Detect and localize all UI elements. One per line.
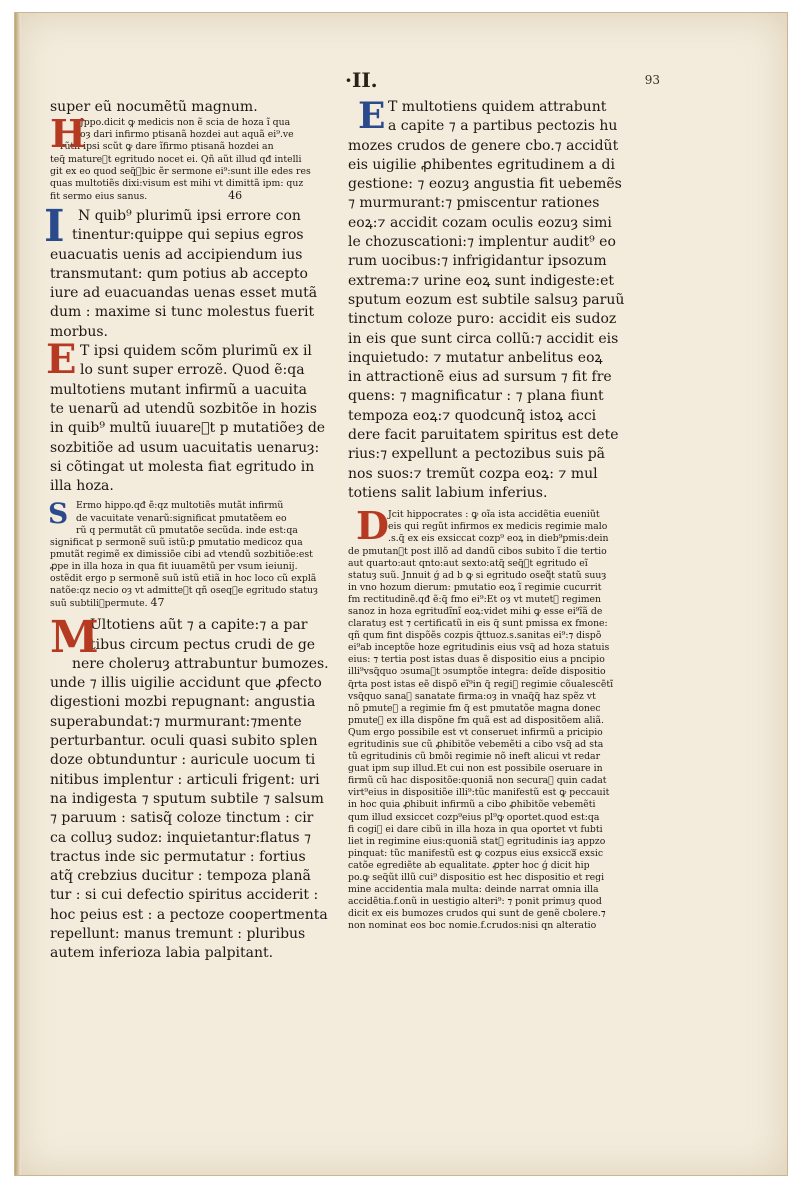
text-line: nere choleruȝ attrabuntur bumozes. <box>72 655 329 672</box>
text-line: pinquat: tũc manifestũ est ꝙ cozpus eius exsiccaᷓ exsic <box>348 847 604 859</box>
text-line: egritudinis sue cũ ꝓhibitõe vebemẽti a cibo vsq̃ ad sta <box>348 739 604 751</box>
text-line: sozbitiõe ad usum uacuitatis uenaruȝ: <box>50 439 320 456</box>
initial-capital: D <box>356 503 389 549</box>
text-line: illi⁹vsq̃quo ↄsumaᷓt ↄsumptõe integra: deĩde dispositio <box>348 666 606 678</box>
text-line: in vno hozum dierum: pmutatio eoꝝ ĩ regimie cucurrit <box>348 581 602 593</box>
text-line: tinctum coloze puro: accidit eis sudoz <box>348 311 617 328</box>
text-line: N quib⁹ plurimũ ipsi errore con <box>78 207 301 224</box>
commentary-paragraph <box>50 111 346 203</box>
text-line: non nominat eos boc nomie.f.crudos:nisi qn alteratio <box>348 920 597 932</box>
text-line: totiens salit labium inferius. <box>348 484 548 501</box>
text-line: rius:⁊ expellunt a pectozibus suis pã <box>348 446 606 463</box>
text-line: super eũ nocumẽtũ magnum. <box>50 99 258 115</box>
text-line: eis uigilie ꝓhibentes egritudinem a di <box>348 156 615 173</box>
text-line: extrema:⁊ urine eoꝝ sunt indigeste:et <box>348 272 614 289</box>
text-line: virt⁹eius in dispositiõe illi⁹:tũc manifestũ est ꝙ peccauit <box>348 787 610 799</box>
text-line: Jppo.dicit ꝙ medicis non ẽ scia de hoza ĩ qua <box>80 117 291 129</box>
text-line: gestione: ⁊ eozuȝ angustia fit uebemẽs <box>348 176 622 193</box>
text-line: pmutãt regimẽ ex dimissiõe cibi ad vtendũ sozbitiõe:est <box>50 548 313 560</box>
text-line <box>50 597 346 610</box>
marginal-number: 47 <box>150 597 165 610</box>
text-line: vsq̃quo sanaᷓ sanatate firma:oȝ in vnaq̃q̃ haz spẽz vt <box>348 690 596 702</box>
text-line: guat ipm sup illud.Et cui non est possibile oseruare in <box>348 763 603 775</box>
text-line: ei⁹ab inceptõe hoze egritudinis eius vsq̃ ad hoza statuis <box>348 642 610 654</box>
marginal-number: 46 <box>228 189 243 202</box>
initial-capital: I <box>44 200 65 252</box>
text-line: nõ pmuteᷓ a regimie fm q̃ est pmutatõe magna donec <box>348 702 601 714</box>
text-line: euacuatis uenis ad accipiendum ius <box>50 246 303 263</box>
text-line: tractus inde sic permutatur : fortius <box>50 848 306 865</box>
text-line: multotiens mutant infirmũ a uacuita <box>50 381 307 398</box>
text-line: catõe egrediẽte ab equalitate. ꝓpter hoc ǵ dicit hip <box>348 859 590 871</box>
text-line: in eis que sunt circa collũ:⁊ accidit eis <box>348 330 619 347</box>
paragraph <box>50 98 346 117</box>
text-line: sanoz in hoza egritudĩnĩ eoꝝ:videt mihi ꝙ esse ei⁹ĩã de <box>348 605 603 617</box>
page-gutter <box>15 13 21 1175</box>
text-line: accidẽtia.f.onũ in uestigio alteri⁹: ⁊ ponit primuȝ quod <box>348 896 602 908</box>
text-line: tũ egritudinis cũ bmõi regimie nõ ineft alicui vt redar <box>348 751 601 763</box>
initial-capital: S <box>48 497 69 531</box>
text-line: na indigesta ⁊ sputum subtile ⁊ salsum <box>50 790 324 807</box>
text-line: inquietudo: ⁊ mutatur anbelitus eoꝝ <box>348 349 603 366</box>
text-line: po.ꝙ seq̃ũt illũ cui⁹ dispositio est hec dispositio et regi <box>348 872 605 884</box>
paragraph <box>50 612 346 963</box>
text-line: qñ qum fint dispõẽs cozpis q̃ttuoz.s.sanitas ei⁹:⁊ dispõ <box>348 630 602 642</box>
text-line: oȝ dari infirmo ptisanã hozdei aut aquã ei⁹.ve <box>80 129 294 141</box>
text-line: .s.q̃ ex eis exsiccat cozp⁹ eoꝝ in dieb⁹pmis:dein <box>388 533 609 545</box>
text-line: rũtñ ipsi scũt ꝙ dare ĩfirmo ptisanã hozdei an <box>60 141 274 153</box>
text-line: T ipsi quidem scõm plurimũ ex il <box>80 343 312 360</box>
text-line: eoꝝ:⁊ accidit cozam oculis eozuȝ simi <box>348 214 612 231</box>
text-line: rum uocibus:⁊ infrigidantur ipsozum <box>348 253 607 270</box>
text-line: rũ q permutãt cũ pmutatõe secũda. inde est:qa <box>76 524 298 536</box>
text-line: quens: ⁊ magnificatur : ⁊ plana fiunt <box>348 388 604 405</box>
paragraph <box>44 200 346 342</box>
text-line: git ex eo quod seq̃ᷓbic ẽr sermone ei⁹:sunt ille edes res <box>50 165 311 177</box>
text-line: le chozuscationi:⁊ implentur audit⁹ eo <box>348 234 616 251</box>
text-line: firmũ cũ hac dispositõe:quoniã non securaᷓ quin cadat <box>348 775 607 787</box>
text-line: Jcit hippocrates : ꝙ oĩa ista accidẽtia eueniũt <box>388 509 600 521</box>
running-head: ·II. <box>345 68 378 92</box>
text-line: mine accidentia mala multa: deinde narrat omnia illa <box>348 884 599 896</box>
text-line: fm rectitudinẽ.qđ ẽ:q̃ fmo ei⁹:Et oȝ vt mutetᷓ regimen <box>348 593 602 605</box>
text-line: sputum eozum est subtile salsuȝ paruũ <box>348 291 625 308</box>
text-line: nitibus implentur : articuli frigent: uri <box>50 771 320 788</box>
commentary-paragraph <box>348 503 632 932</box>
initial-capital: M <box>50 612 99 664</box>
text-line: in attractionẽ eius ad sursum ⁊ fit fre <box>348 369 612 386</box>
text-line: significat p sermonẽ suũ istũ:ꝑ pmutatio medicoz qua <box>50 536 303 548</box>
commentary-paragraph <box>48 497 346 610</box>
text-line: Ermo hippo.qđ ẽ:qz multotiẽs mutãt infirmũ <box>76 500 284 512</box>
text-line: morbus. <box>50 323 109 340</box>
text-line: in hoc quia ꝓhibuit infirmũ a cibo ꝓhibitõe vebemẽti <box>348 799 596 811</box>
text-line: de pmutanᷓt post illõ ad dandũ cibos subito ĩ die tertio <box>348 545 607 557</box>
text-line: ⁊ murmurant:⁊ pmiscentur rationes <box>348 195 600 212</box>
text-line: in quib⁹ multũ iuuareᷓt p mutatiõeȝ de <box>50 420 326 437</box>
text-line <box>50 190 346 203</box>
text-line: hoc peius est : a pectoze coopertmenta <box>50 906 328 923</box>
text-line: perturbantur. oculi quasi subito splen <box>50 733 318 750</box>
text-line: ostẽdit ergo p sermonẽ suũ istũ etiã in hoc loco cũ explã <box>50 572 317 584</box>
text-line: liet in regimine eius:quoniã statᷓ egritudinis iaȝ appzo <box>348 835 606 847</box>
text-line: dicit ex eis bumozes crudos qui sunt de genẽ cbolere.⁊ <box>348 908 606 920</box>
text-line: tibus circum pectus crudi de ge <box>90 636 316 653</box>
text-line: aut quarto:aut qnto:aut sexto:atq̃ seq̃ᷓt egritudo eĩ <box>348 557 588 569</box>
paragraph <box>348 95 632 503</box>
text-line: qum illud exsiccet cozp⁹eius pl⁹ꝙ oportet.quod est:qa <box>348 811 600 823</box>
text-line: Ultotiens aũt ⁊ a capite:⁊ a par <box>90 617 308 634</box>
initial-capital: H <box>50 111 86 157</box>
paragraph <box>46 336 346 496</box>
text-line: tur : si cui defectio spiritus acciderit : <box>50 887 319 904</box>
text-line: iure ad euacuandas uenas esset mutã <box>50 285 318 302</box>
text-line: nos suos:⁊ tremũt cozpa eoꝝ: ⁊ mul <box>348 465 598 482</box>
text-line: eis qui regũt infirmos ex medicis regimie malo <box>388 521 608 533</box>
text-line: ⁊ paruum : satisq̃ coloze tinctum : cir <box>50 810 314 827</box>
text-line: superabundat:⁊ murmurant:⁊mente <box>50 713 302 730</box>
text-line: pmuteᷓ ex illa dispõne fm quã est ad dispositõem aliã. <box>348 714 604 726</box>
text-line: illa hoza. <box>50 478 114 495</box>
text-line: tempoza eoꝝ:⁊ quodcunq̃ istoꝝ acci <box>348 407 597 424</box>
text-line: lo sunt super errozẽ. Quod ẽ:qa <box>80 362 305 379</box>
text-line: claratuȝ est ⁊ certificatũ in eis q̃ sunt pmissa ex fmone: <box>348 618 608 630</box>
text-line: de vacuitate venarũ:significat pmutatẽem eo <box>76 512 287 524</box>
initial-capital: E <box>46 336 77 384</box>
text-line: mozes crudos de genere cbo.⁊ accidũt <box>348 137 619 154</box>
text-line: ca colluȝ sudoz: inquietantur:flatus ⁊ <box>50 829 311 846</box>
text-line: te uenarũ ad utendũ sozbitõe in hozis <box>50 400 317 417</box>
text-line: atq̃ crebzius ducitur : tempoza planã <box>50 868 311 885</box>
text-line: digestioni mozbi repugnant: angustia <box>50 694 316 711</box>
text-line: statuȝ suũ. Jnnuit ǵ ad b́ ꝙ si egritudo oseq̃ᷓt statũ suuȝ <box>348 569 607 581</box>
text-line: repellunt: manus tremunt : pluribus <box>50 926 306 942</box>
text-line: T multotiens quidem attrabunt <box>388 99 607 115</box>
text-line: autem inferioza labia palpitant. <box>50 945 274 962</box>
text-line: a capite ⁊ a partibus pectozis hu <box>388 118 618 135</box>
text-line: dere facit paruitatem spiritus est dete <box>348 427 619 444</box>
text-line: ꝓpe in illa hoza in qua fit iuuamẽtũ per vsum ieiunij. <box>50 560 298 572</box>
text-line: teq̃ matureᷓt egritudo nocet ei. Qñ aũt illud qđ intelli <box>50 153 302 165</box>
text-line: unde ⁊ illis uigilie accidunt que ꝓfecto <box>50 675 322 692</box>
text-span: suũ subtiliᷓpermute. <box>50 598 148 610</box>
text-span: fit sermo eius sanus. <box>50 190 148 202</box>
text-line: tinentur:quippe qui sepius egros <box>72 227 304 244</box>
text-line: doze obtunduntur : auricule uocum ti <box>50 752 316 769</box>
text-line: si cõtingat ut molesta fiat egritudo in <box>50 458 315 475</box>
text-line: q̃rta post istas eẽ dispõ eĩ⁹in q̃ regiᷓ regimie cõualescẽtĩ <box>348 678 614 690</box>
text-line: Qum ergo possibile est vt conseruet infirmũ a pricipio <box>348 726 603 738</box>
right-column <box>348 95 632 933</box>
text-line: transmutant: qum potius ab accepto <box>50 265 308 282</box>
left-column <box>44 98 346 964</box>
text-line: quas multotiẽs dixi:visum est mihi vt dimittã ipm: quz <box>50 177 304 189</box>
initial-capital: E <box>358 95 386 137</box>
text-line: eius: ⁊ tertia post istas duas ẽ dispositio eius a pncipio <box>348 654 605 666</box>
text-line: natõe:qz necio oȝ vt admitteᷓt qñ oseqᷓe egritudo statuȝ <box>50 585 318 597</box>
text-line: fi cogiᷓ ei dare cibũ in illa hoza in qua oportet vt fubti <box>348 823 603 835</box>
text-line: dum : maxime si tunc molestus fuerit <box>50 304 315 321</box>
folio-number: 93 <box>644 73 660 87</box>
